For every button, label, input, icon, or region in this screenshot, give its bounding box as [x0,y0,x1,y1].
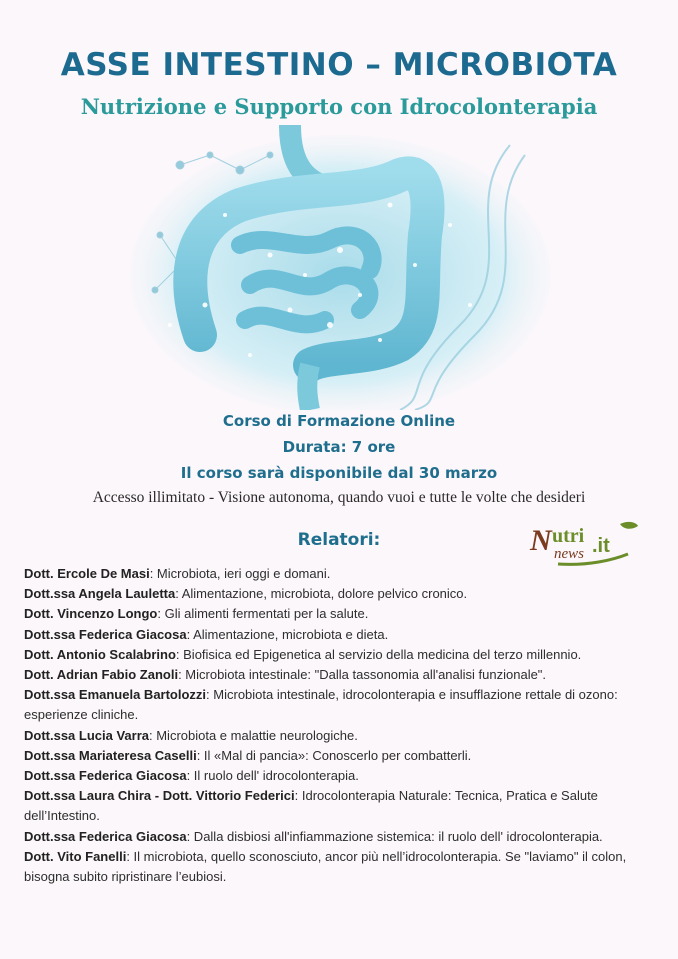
speaker-item [24,726,660,746]
speaker-item [24,625,660,645]
speaker-name: Dott. Vincenzo Longo [24,606,158,622]
speaker-item [24,786,660,826]
speaker-topic: : Microbiota intestinale: "Dalla tassonomia all'analisi funzionale". [178,667,547,683]
page-subtitle: Nutrizione e Supporto con Idrocolonterapia [80,94,598,119]
speaker-name: Dott.ssa Emanuela Bartolozzi [24,687,207,703]
speaker-name: Dott.ssa Laura Chira - Dott. Vittorio Federici [24,788,295,804]
speaker-name: Dott. Adrian Fabio Zanoli [24,667,179,683]
speaker-name: Dott.ssa Mariateresa Caselli [24,747,197,763]
speaker-item [24,564,660,584]
speaker-item [24,746,660,766]
speaker-name: Dott.ssa Federica Giacosa [24,768,187,784]
svg-text:N: N [530,524,552,557]
svg-text:news: news [554,546,584,562]
page-title: ASSE INTESTINO – MICROBIOTA [60,47,618,83]
speaker-item [24,685,660,725]
course-availability: Il corso sarà disponibile dal 30 marzo [180,464,498,482]
speaker-item [24,766,660,786]
speaker-topic: : Idrocolonterapia Naturale: Tecnica, Pratica e Salute dell’Intestino. [24,788,598,824]
course-format: Corso di Formazione Online [222,412,456,430]
speaker-topic: : Alimentazione, microbiota, dolore pelvico cronico. [175,586,468,602]
speaker-item [24,604,660,624]
speaker-topic: : Il ruolo dell' idrocolonterapia. [186,768,359,784]
leaf-icon [620,522,638,529]
speaker-name: Dott. Antonio Scalabrino [24,646,176,662]
course-access-note: Accesso illimitato - Visione autonoma, quando vuoi e tutte le volte che desideri [92,489,586,506]
speakers-heading: Relatori: [297,530,381,550]
nutrinews-logo [528,520,648,568]
speaker-topic: : Biofisica ed Epigenetica al servizio della medicina del terzo millennio. [175,646,582,662]
speaker-topic: : Microbiota, ieri oggi e domani. [149,566,331,581]
speaker-item [24,827,660,847]
speaker-topic: : Il «Mal di pancia»: Conoscerlo per combatterli. [196,747,472,763]
speaker-name: Dott.ssa Federica Giacosa [24,626,187,642]
speaker-topic: : Alimentazione, microbiota e dieta. [186,626,389,642]
speaker-item [24,584,660,604]
speaker-name: Dott.ssa Federica Giacosa [24,828,187,844]
speaker-topic: : Microbiota intestinale, idrocolonterapia e insufflazione rettale di ozono: esperienze cliniche. [24,687,618,723]
speaker-item [24,645,660,665]
speaker-name: Dott. Ercole De Masi [24,566,150,581]
speaker-item [24,847,660,887]
speaker-topic: : Gli alimenti fermentati per la salute. [157,606,369,622]
speakers-list [24,564,660,887]
speaker-topic: : Dalla disbiosi all'infiammazione sistemica: il ruolo dell' idrocolonterapia. [186,828,603,844]
speaker-name: Dott. Vito Fanelli [24,848,127,864]
intestine-illustration-icon [130,125,550,410]
svg-text:utri: utri [552,525,585,547]
speaker-topic: : Microbiota e malattie neurologiche. [149,727,358,743]
speaker-topic: : Il microbiota, quello sconosciuto, ancor più nell’idrocolonterapia. Se "laviamo" il colon, bisogna subito ripristinare l’eubiosi. [24,848,627,885]
svg-text:.it: .it [592,535,610,557]
speaker-item [24,665,660,685]
speaker-name: Dott.ssa Lucia Varra [24,727,149,743]
speaker-name: Dott.ssa Angela Lauletta [24,586,176,602]
course-duration: Durata: 7 ore [282,438,396,456]
